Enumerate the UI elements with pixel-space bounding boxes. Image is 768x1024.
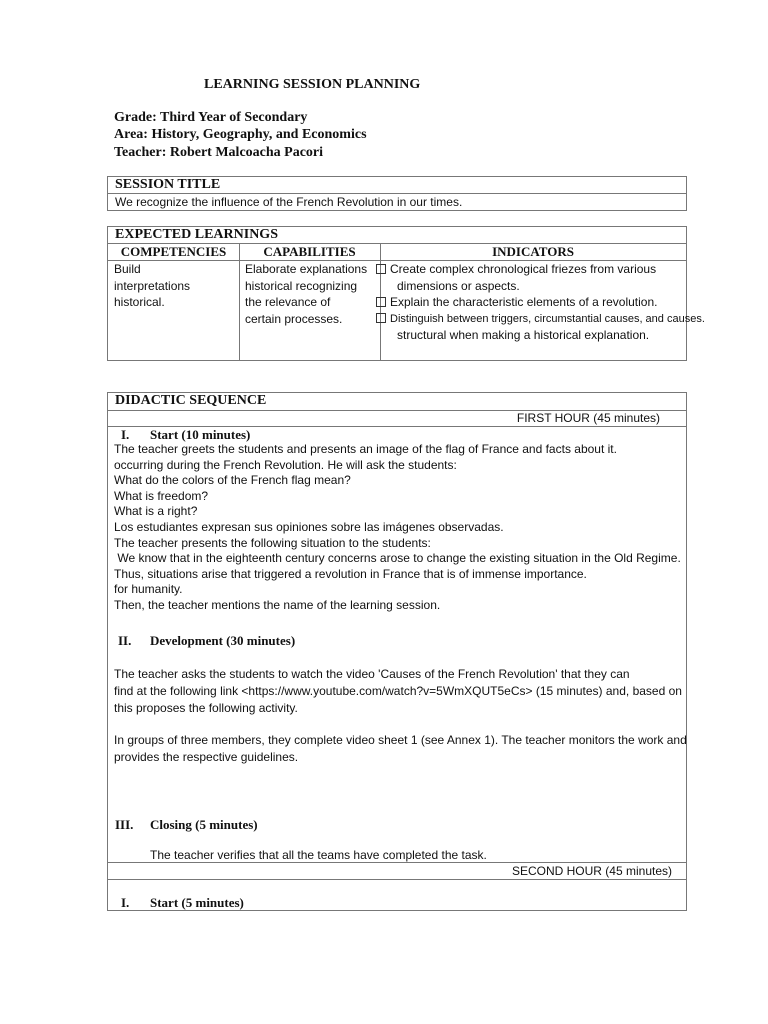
section-number: II.: [118, 633, 132, 648]
column-header-competencies: COMPETENCIES: [120, 244, 227, 259]
competency-line: interpretations: [114, 278, 191, 293]
capability-line: historical recognizing: [245, 278, 358, 293]
body-line: for humanity.: [114, 582, 183, 597]
session-title-text: We recognize the influence of the French Revolution in our times.: [115, 195, 463, 209]
column-header-indicators: INDICATORS: [492, 244, 574, 259]
indicator-text-continuation: structural when making a historical explanation.: [397, 328, 650, 342]
teacher-line: Teacher: Robert Malcoacha Pacori: [114, 145, 324, 160]
capability-line: certain processes.: [245, 311, 343, 326]
body-line: Los estudiantes expresan sus opiniones sobre las imágenes observadas.: [114, 519, 504, 534]
indicator-text: Create complex chronological friezes from various: [390, 262, 657, 276]
capability-line: Elaborate explanations: [245, 262, 368, 276]
body-line: Then, the teacher mentions the name of the learning session.: [114, 597, 441, 612]
body-line: find at the following link <https://www.youtube.com/watch?v=5WmXQUT5eCs> (15 minutes) and, based on: [114, 684, 682, 698]
indicators-cell: [376, 261, 705, 344]
capability-line: the relevance of: [245, 295, 331, 309]
body-line: What is freedom?: [114, 488, 209, 503]
indicator-item: [376, 261, 705, 278]
capabilities-cell: [245, 261, 367, 327]
session-title-heading: SESSION TITLE: [115, 177, 221, 192]
indicator-text: Distinguish between triggers, circumstantial causes, and causes.: [390, 312, 705, 325]
start-section-body: [114, 442, 681, 614]
expected-learnings-heading: EXPECTED LEARNINGS: [115, 227, 278, 242]
column-header-capabilities: CAPABILITIES: [263, 244, 356, 259]
body-line: Thus, situations arise that triggered a revolution in France that is of immense importance.: [114, 566, 587, 581]
section-number: I.: [121, 427, 130, 442]
first-hour-label: FIRST HOUR (45 minutes): [516, 411, 660, 425]
development-paragraph-2: [114, 732, 687, 766]
checkbox-square-icon: [376, 297, 386, 307]
body-line: occurring during the French Revolution. He will ask the students:: [114, 457, 457, 472]
development-section-title: Development (30 minutes): [150, 633, 296, 648]
section-number: I.: [121, 895, 130, 910]
start-section-title: Start (10 minutes): [150, 427, 251, 442]
checkbox-square-icon: [376, 264, 386, 274]
body-line: We know that in the eighteenth century concerns arose to change the existing situation in the Old Regime.: [114, 551, 681, 566]
closing-section-title: Closing (5 minutes): [150, 817, 258, 832]
body-line: The teacher asks the students to watch the video 'Causes of the French Revolution' that they can: [114, 667, 630, 681]
competencies-cell: [114, 261, 190, 311]
didactic-sequence-heading: DIDACTIC SEQUENCE: [115, 393, 267, 408]
competency-line: Build: [114, 262, 141, 276]
body-line: The teacher greets the students and presents an image of the flag of France and facts about it.: [114, 442, 617, 456]
checkbox-square-icon: [376, 313, 386, 323]
body-line: In groups of three members, they complete video sheet 1 (see Annex 1). The teacher monitors the work and: [114, 733, 687, 747]
document-title: LEARNING SESSION PLANNING: [204, 77, 421, 92]
grade-line: Grade: Third Year of Secondary: [114, 110, 308, 125]
indicator-text: Explain the characteristic elements of a revolution.: [390, 295, 658, 309]
didactic-sequence-table: [107, 392, 687, 911]
session-title-table: [107, 176, 687, 211]
start-2-section-title: Start (5 minutes): [150, 895, 244, 910]
body-line: provides the respective guidelines.: [114, 750, 299, 764]
body-line: What do the colors of the French flag mean?: [114, 473, 351, 488]
body-line: this proposes the following activity.: [114, 701, 298, 715]
closing-text: The teacher verifies that all the teams have completed the task.: [150, 848, 487, 862]
indicator-text-continuation: dimensions or aspects.: [397, 278, 520, 293]
expected-learnings-table: [107, 226, 705, 361]
indicator-item: [376, 294, 705, 311]
body-line: What is a right?: [114, 504, 198, 519]
competency-line: historical.: [114, 295, 165, 309]
indicator-item: [376, 311, 705, 328]
section-number: III.: [115, 817, 134, 832]
development-paragraph-1: [114, 666, 682, 717]
area-line: Area: History, Geography, and Economics: [114, 127, 367, 142]
body-line: The teacher presents the following situation to the students:: [114, 535, 431, 550]
second-hour-label: SECOND HOUR (45 minutes): [511, 864, 672, 878]
